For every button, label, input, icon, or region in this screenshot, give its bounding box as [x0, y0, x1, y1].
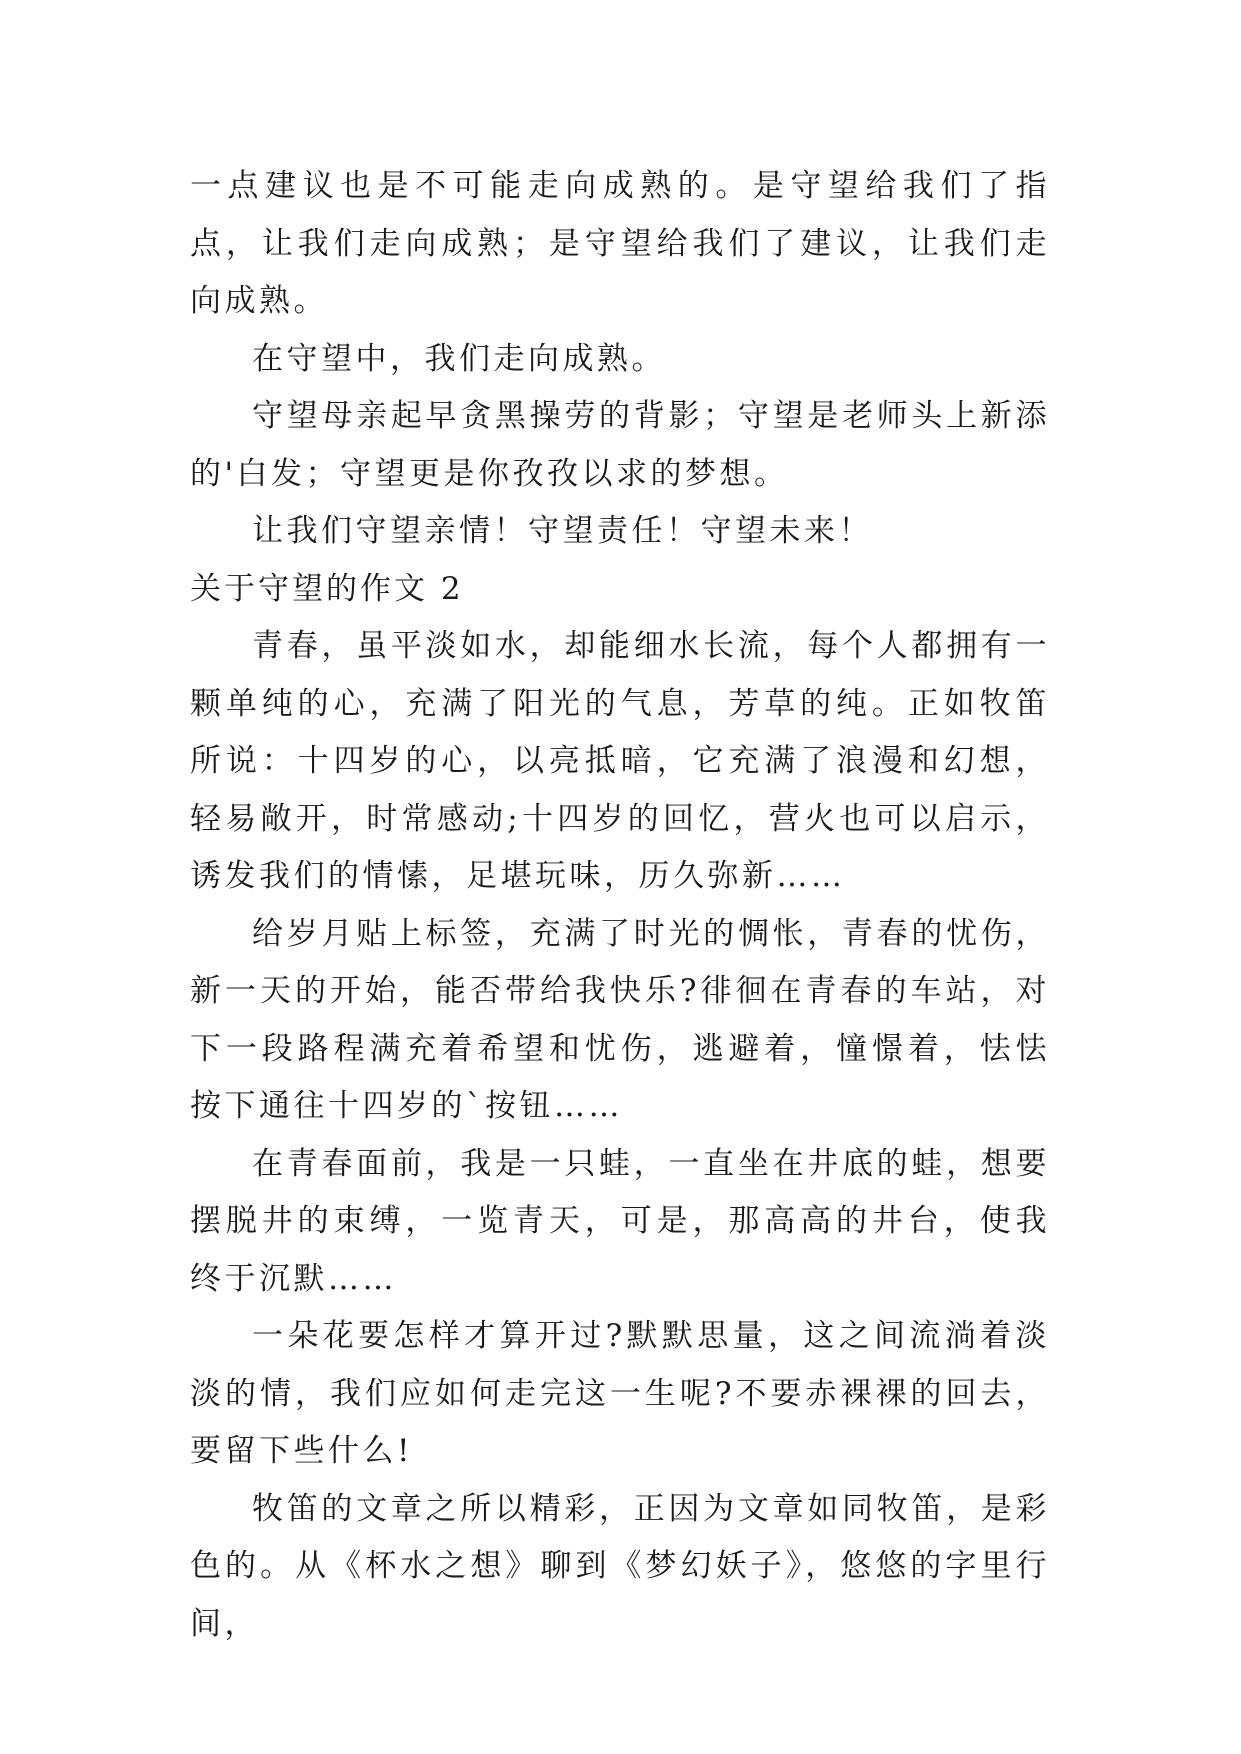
paragraph: 一朵花要怎样才算开过?默默思量，这之间流淌着淡淡的情，我们应如何走完这一生呢?不要赤裸裸的回去，要留下些什么!	[190, 1318, 1050, 1469]
paragraph: 让我们守望亲情！守望责任！守望未来！	[252, 513, 873, 549]
document-body	[190, 158, 1050, 1653]
paragraph: 青春，虽平淡如水，却能细水长流，每个人都拥有一颗单纯的心，充满了阳光的气息，芳草的纯。正如牧笛所说：十四岁的心，以亮抵暗，它充满了浪漫和幻想，轻易敞开，时常感动;十四岁的回忆，营火也可以启示，诱发我们的情愫，足堪玩味，历久弥新……	[190, 628, 1050, 894]
paragraph: 守望母亲起早贪黑操劳的背影；守望是老师头上新添的'白发；守望更是你孜孜以求的梦想。	[190, 398, 1050, 492]
paragraph: 在青春面前，我是一只蛙，一直坐在井底的蛙，想要摆脱井的束缚，一览青天，可是，那高高的井台，使我终于沉默……	[190, 1145, 1050, 1297]
paragraph: 在守望中，我们走向成熟。	[252, 340, 666, 377]
paragraph: 一点建议也是不可能走向成熟的。是守望给我们了指点，让我们走向成熟；是守望给我们了建议，让我们走向成熟。	[190, 168, 1050, 319]
paragraph: 牧笛的文章之所以精彩，正因为文章如同牧笛，是彩色的。从《杯水之想》聊到《梦幻妖子》，悠悠的字里行间，	[190, 1490, 1050, 1642]
paragraph: 给岁月贴上标签，充满了时光的惆怅，青春的忧伤，新一天的开始，能否带给我快乐?徘徊在青春的车站，对下一段路程满充着希望和忧伤，逃避着，憧憬着，怯怯按下通往十四岁的`按钮……	[190, 915, 1050, 1124]
section-heading: 关于守望的作文 2	[190, 570, 464, 607]
